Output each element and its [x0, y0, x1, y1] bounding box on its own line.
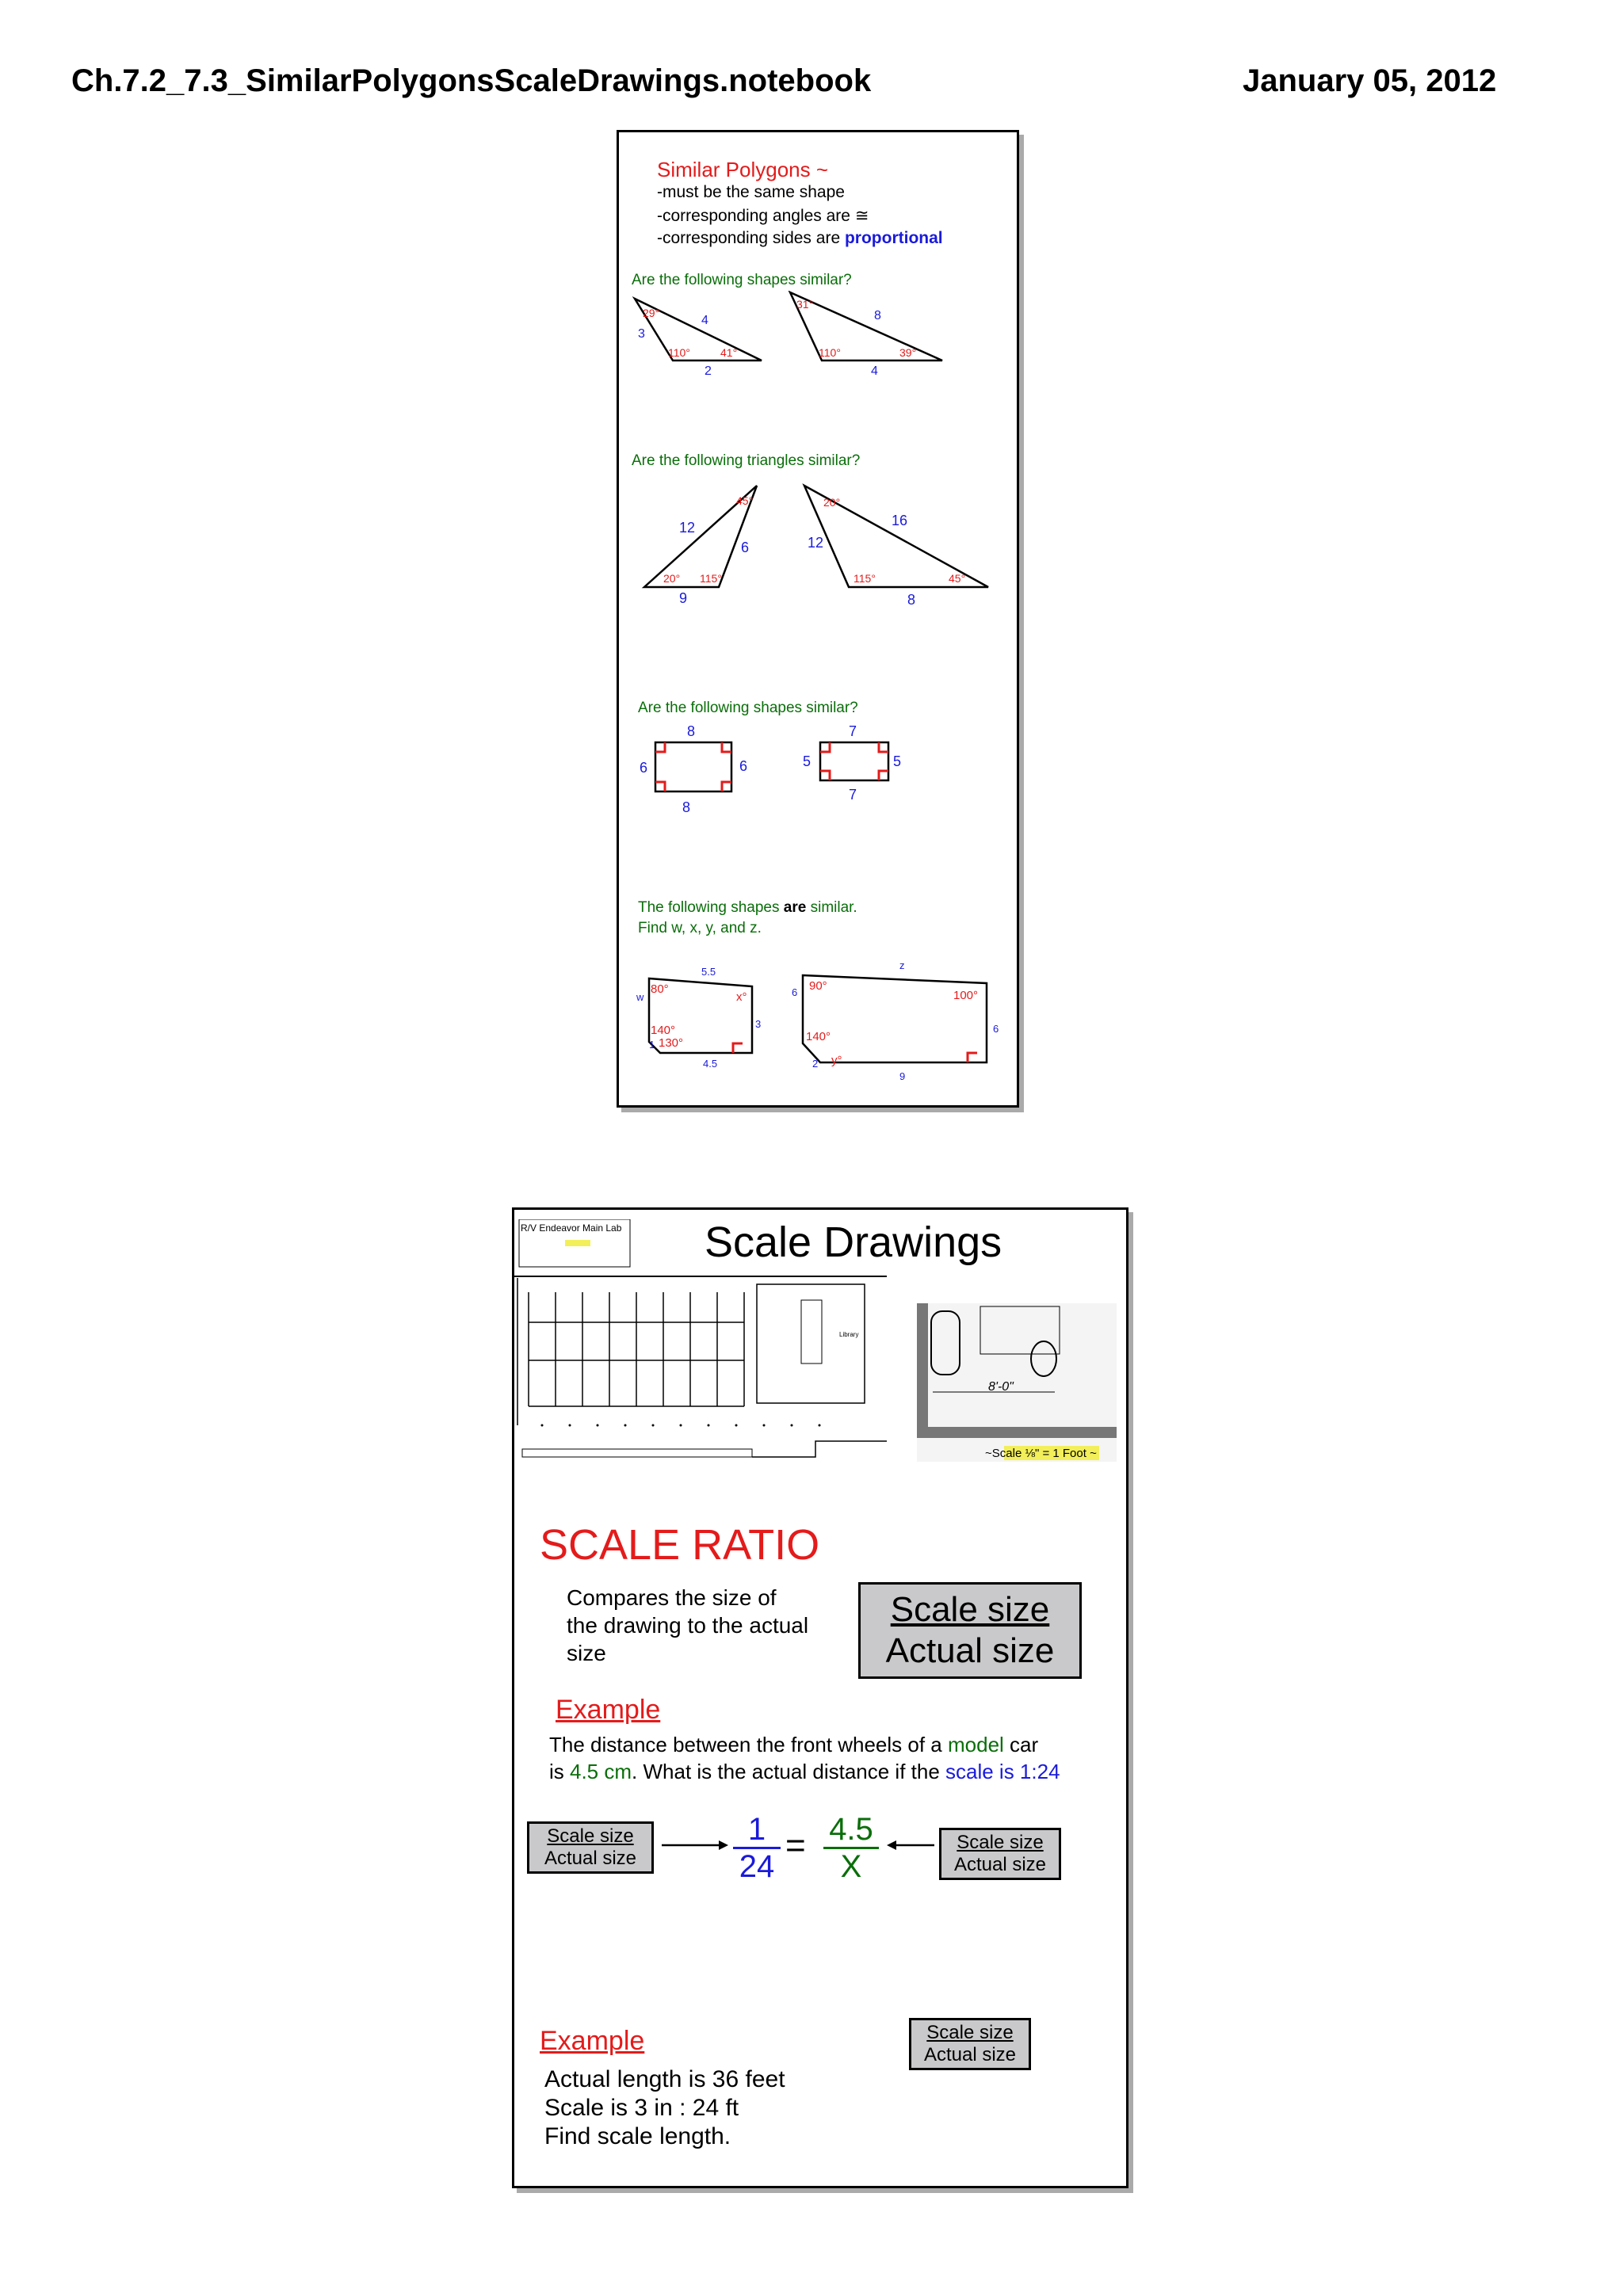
poly1-bottom: 4.5: [703, 1058, 718, 1070]
ratio-box-left-scale: Scale size: [547, 1825, 634, 1847]
polygons-pair: [619, 956, 1015, 1091]
poly1-angle-80: 80°: [651, 982, 669, 996]
poly2-nine: 9: [899, 1070, 906, 1082]
ratio-box-right: [939, 1828, 1061, 1880]
rect1-top: 8: [687, 723, 696, 739]
ex1-model: model: [947, 1733, 1004, 1756]
poly2-angle-140: 140°: [806, 1030, 831, 1043]
rectangles-pair: [619, 719, 1015, 822]
tri1-angle-b: 110°: [668, 346, 690, 359]
tri4-angle-c: 45°: [949, 572, 966, 585]
tri4-side-b: 12: [808, 535, 824, 551]
tri2-angle-a: 31°: [796, 298, 814, 311]
rect1-right: 6: [739, 758, 748, 774]
fraction-right: [823, 1812, 879, 1884]
tri2-side-b: 4: [871, 364, 878, 378]
ex1-text-d: . What is the actual distance if the: [632, 1760, 946, 1783]
tri1-angle-a: 29°: [643, 307, 660, 319]
rect2-left: 5: [803, 753, 812, 769]
fraction-right-num: 4.5: [823, 1812, 879, 1849]
tri3-side-a: 12: [679, 520, 696, 536]
ex1-cm: 4.5 cm: [570, 1760, 632, 1783]
poly1-angle-130: 130°: [659, 1036, 684, 1050]
q4-text-1: The following shapes: [638, 899, 784, 916]
notebook-filename: Ch.7.2_7.3_SimilarPolygonsScaleDrawings.notebook: [71, 63, 872, 98]
fraction-left: [733, 1812, 781, 1884]
example-2-text: [544, 2065, 785, 2151]
tri4-side-c: 8: [907, 592, 916, 608]
tri3-side-b: 6: [741, 540, 750, 555]
tri3-angle-c: 115°: [700, 572, 722, 585]
tri2-angle-b: 110°: [819, 346, 841, 359]
poly2-six-left: 6: [792, 986, 798, 998]
poly2-six-right: 6: [993, 1023, 999, 1035]
tri1-angle-c: 41°: [720, 346, 738, 359]
question-1: Are the following shapes similar?: [632, 272, 852, 288]
lab-plan-title: R/V Endeavor Main Lab: [521, 1222, 622, 1234]
rule-same-shape: -must be the same shape: [657, 183, 845, 201]
tri3-angle-b: 20°: [663, 572, 681, 585]
ex2-line-2: Scale is 3 in : 24 ft: [544, 2095, 739, 2121]
poly2-angle-90: 90°: [809, 979, 827, 993]
example-1-line-1: [549, 1733, 1038, 1757]
poly1-three: 3: [755, 1018, 762, 1030]
bathroom-width-label: 8'-0": [988, 1380, 1014, 1394]
definition-line-2: the drawing to the actual: [567, 1613, 809, 1638]
tri1-side-c: 2: [705, 364, 712, 378]
example-1-line-2: [549, 1760, 1060, 1784]
ratio-box-large: [858, 1582, 1082, 1679]
rule-sides-text: -corresponding sides are: [657, 229, 845, 247]
ex1-text-a: The distance between the front wheels of a: [549, 1733, 948, 1756]
notebook-date: January 05, 2012: [1243, 63, 1497, 98]
poly1-w: w: [636, 991, 644, 1003]
question-4: [638, 899, 857, 917]
example-2-heading: Example: [540, 2026, 645, 2056]
tri1-side-b: 3: [638, 327, 645, 341]
page-similar-polygons: [617, 130, 1019, 1108]
fraction-right-den: X: [840, 1849, 862, 1884]
rect1-left: 6: [640, 760, 648, 776]
poly2-two: 2: [812, 1058, 819, 1070]
example-1-heading: Example: [556, 1695, 661, 1725]
rule-angles: -corresponding angles are ≅: [657, 207, 869, 225]
rect1-bottom: 8: [682, 799, 691, 815]
similar-polygons-title: Similar Polygons ~: [657, 158, 829, 181]
ex2-line-3: Find scale length.: [544, 2123, 731, 2149]
poly1-one: 1: [649, 1039, 655, 1051]
ratio-box-example-2: [909, 2018, 1031, 2070]
question-4-line2: Find w, x, y, and z.: [638, 920, 762, 936]
ratio-box-left: [527, 1821, 654, 1874]
poly2-z: z: [899, 959, 905, 971]
q4-text-2: similar.: [806, 899, 857, 916]
scale-ratio-definition: [567, 1584, 808, 1667]
question-2: Are the following triangles similar?: [632, 452, 861, 469]
poly1-angle-140: 140°: [651, 1024, 676, 1037]
tri4-angle-a: 20°: [823, 496, 841, 509]
page-scale-drawings: [512, 1207, 1128, 2188]
ex1-text-b: car: [1003, 1733, 1039, 1756]
tri4-side-a: 16: [892, 513, 908, 528]
library-label: Library: [839, 1331, 859, 1338]
q4-bold: are: [783, 899, 807, 916]
rect2-right: 5: [893, 753, 902, 769]
fraction-left-den: 24: [739, 1849, 775, 1884]
fraction-left-num: 1: [733, 1812, 781, 1849]
arrow-right-icon: [662, 1836, 728, 1855]
ex1-text-c: is: [549, 1760, 570, 1783]
definition-line-3: size: [567, 1641, 606, 1665]
rule-sides: [657, 229, 943, 248]
ratio-box-large-actual: Actual size: [885, 1631, 1055, 1670]
poly1-top: 5.5: [701, 966, 716, 978]
tri2-side-a: 8: [874, 309, 881, 322]
arrow-left-icon: [887, 1836, 934, 1855]
poly1-x: x°: [736, 990, 747, 1004]
ratio-box-ex2-scale: Scale size: [926, 2022, 1014, 2043]
rect2-top: 7: [849, 723, 857, 739]
ex1-scale: scale is 1:24: [945, 1760, 1060, 1783]
tri2-angle-c: 39°: [899, 346, 917, 359]
definition-line-1: Compares the size of: [567, 1585, 777, 1610]
ratio-box-large-scale: Scale size: [890, 1590, 1050, 1629]
tri4-angle-b: 115°: [854, 572, 876, 585]
ratio-box-left-actual: Actual size: [544, 1848, 637, 1869]
scale-drawings-title: Scale Drawings: [705, 1219, 1002, 1266]
ratio-box-ex2-actual: Actual size: [923, 2044, 1017, 2065]
tri1-side-a: 4: [701, 314, 708, 327]
tri3-side-c: 9: [679, 590, 688, 606]
poly2-y: y°: [831, 1054, 842, 1067]
bathroom-scale-drawing: [917, 1303, 1117, 1462]
poly2-angle-100: 100°: [953, 989, 979, 1002]
ratio-box-right-scale: Scale size: [957, 1832, 1044, 1853]
proportional-word: proportional: [844, 229, 943, 247]
rect2-bottom: 7: [849, 787, 857, 803]
ratio-box-right-actual: Actual size: [953, 1854, 1047, 1875]
equals-sign: =: [785, 1826, 806, 1865]
question-3: Are the following shapes similar?: [638, 700, 858, 716]
bathroom-scale-label: ~Scale ⅛" = 1 Foot ~: [985, 1447, 1097, 1460]
ex2-line-1: Actual length is 36 feet: [544, 2066, 785, 2092]
tri3-angle-a: 45°: [736, 494, 754, 507]
scale-ratio-heading: SCALE RATIO: [540, 1521, 820, 1569]
